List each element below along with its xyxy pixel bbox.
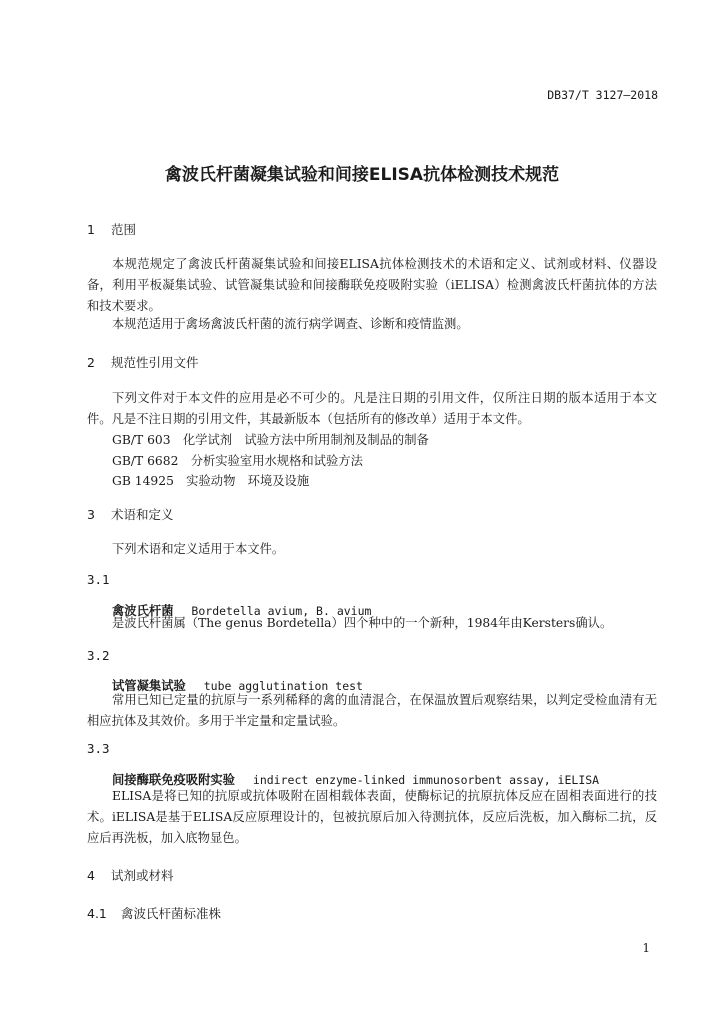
scope-paragraph-2: 本规范适用于禽场禽波氏杆菌的流行病学调查、诊断和疫情监测。: [112, 317, 469, 331]
section-4-heading: [87, 866, 174, 884]
subsection-title: 禽波氏杆菌标准株: [120, 906, 221, 921]
section-2-heading: [87, 353, 199, 371]
section-title: 范围: [110, 222, 136, 237]
section-number: 2: [87, 355, 95, 370]
term-chinese: 禽波氏杆菌: [112, 604, 174, 618]
standard-number: DB37/T 3127—2018: [547, 88, 658, 102]
section-3-heading: [87, 505, 174, 523]
document-title: 禽波氏杆菌凝集试验和间接ELISA抗体检测技术规范: [164, 165, 560, 185]
section-1-heading: [87, 220, 136, 238]
section-number: 4: [87, 868, 95, 883]
section-number: 1: [87, 222, 95, 237]
term-definition: 常用已知已定量的抗原与一系列稀释的禽的血清混合，在保温放置后观察结果，以判定受检血清有无相应抗体及其效价。多用于半定量和定量试验。: [87, 693, 657, 728]
subsection-number: 4.1: [87, 906, 107, 921]
reference-item: GB/T 603 化学试剂 试验方法中所用制剂及制品的制备: [112, 433, 429, 447]
term-definition: 是波氏杆菌属（The genus Bordetella）四个种中的一个新种，1984年由Kersters确认。: [112, 616, 613, 630]
term-number: 3.1: [87, 572, 110, 587]
reference-item: GB/T 6682 分析实验室用水规格和试验方法: [112, 454, 363, 468]
section-title: 试剂或材料: [110, 868, 174, 883]
scope-paragraph-1: 本规范规定了禽波氏杆菌凝集试验和间接ELISA抗体检测技术的术语和定义、试剂或材料、仪器设备，利用平板凝集试验、试管凝集试验和间接酶联免疫吸附实验（iELISA）检测禽波氏杆菌抗体的方法和技术要求。: [87, 257, 657, 313]
references-intro: 下列文件对于本文件的应用是必不可少的。凡是注日期的引用文件，仅所注日期的版本适用于本文件。凡是不注日期的引用文件，其最新版本（包括所有的修改单）适用于本文件。: [87, 391, 657, 426]
reference-item: GB 14925 实验动物 环境及设施: [112, 474, 310, 488]
term-number: 3.3: [87, 741, 110, 756]
terms-intro: 下列术语和定义适用于本文件。: [112, 542, 285, 556]
term-english: indirect enzyme-linked immunosorbent assay, iELISA: [252, 773, 600, 787]
term-english: Bordetella avium, B. avium: [191, 604, 372, 618]
term-number: 3.2: [87, 648, 110, 663]
section-number: 3: [87, 507, 95, 522]
page-number: 1: [642, 941, 650, 955]
term-english: tube agglutination test: [203, 679, 363, 693]
subsection-4-1-heading: [87, 904, 221, 922]
section-title: 规范性引用文件: [110, 355, 199, 370]
term-chinese: 间接酶联免疫吸附实验: [112, 773, 235, 787]
term-definition: ELISA是将已知的抗原或抗体吸附在固相载体表面，使酶标记的抗原抗体反应在固相表面进行的技术。iELISA是基于ELISA反应原理设计的，包被抗原后加入待测抗体，反应后洗板，加入酶标二抗，反应后再洗板，加入底物显色。: [87, 789, 657, 845]
section-title: 术语和定义: [110, 507, 174, 522]
term-chinese: 试管凝集试验: [112, 679, 186, 693]
